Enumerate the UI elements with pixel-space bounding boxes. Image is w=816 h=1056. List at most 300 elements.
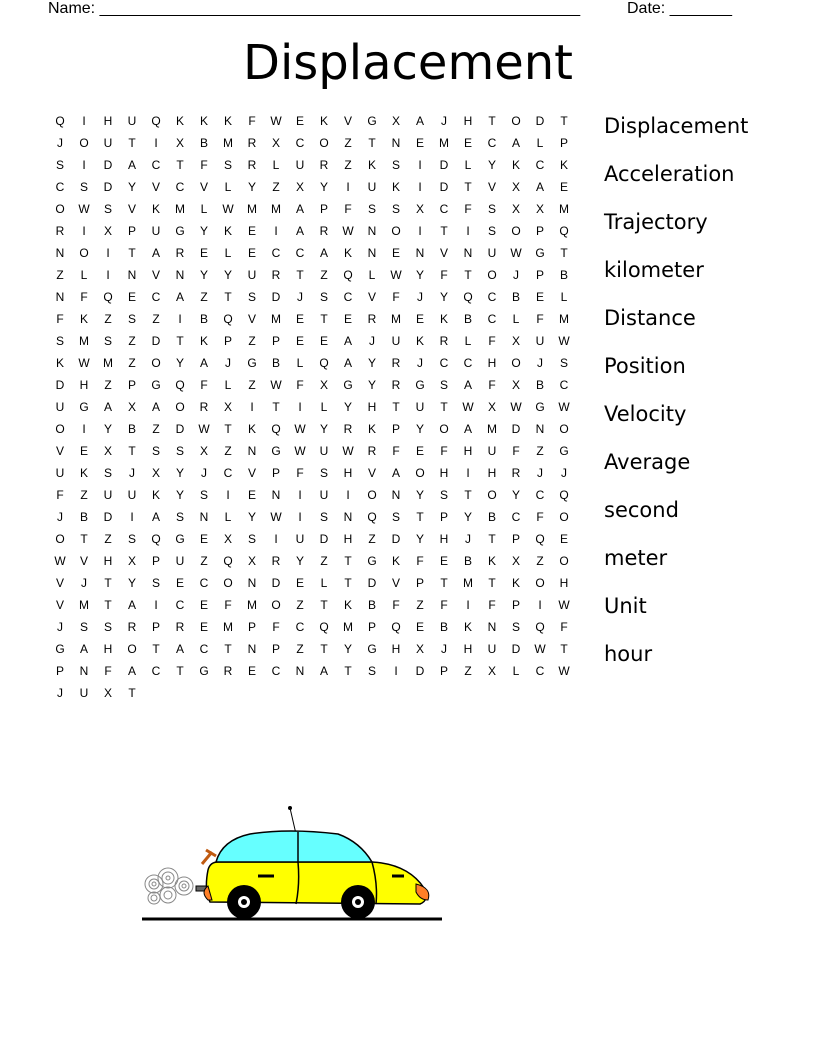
grid-letter: P bbox=[151, 554, 160, 568]
grid-letter: U bbox=[151, 224, 161, 238]
grid-letter: E bbox=[247, 224, 256, 238]
grid-letter: U bbox=[487, 642, 497, 656]
grid-letter: Y bbox=[199, 224, 208, 238]
grid-letter: M bbox=[247, 202, 257, 216]
grid-letter: S bbox=[103, 466, 112, 480]
grid-letter: V bbox=[439, 246, 448, 260]
grid-letter: O bbox=[319, 136, 329, 150]
grid-letter: F bbox=[488, 598, 496, 612]
grid-letter: F bbox=[440, 598, 448, 612]
grid-letter: X bbox=[319, 378, 328, 392]
grid-letter: O bbox=[175, 400, 185, 414]
grid-letter: L bbox=[200, 202, 208, 216]
grid-letter: X bbox=[103, 444, 112, 458]
grid-letter: Q bbox=[559, 224, 569, 238]
grid-letter: V bbox=[199, 180, 208, 194]
grid-letter: O bbox=[511, 224, 521, 238]
grid-letter: Z bbox=[296, 642, 304, 656]
grid-letter: G bbox=[535, 246, 545, 260]
grid-letter: I bbox=[178, 312, 182, 326]
grid-letter: V bbox=[391, 576, 400, 590]
grid-letter: Z bbox=[248, 334, 256, 348]
grid-letter: B bbox=[367, 598, 376, 612]
grid-letter: R bbox=[511, 466, 521, 480]
grid-letter: O bbox=[487, 488, 497, 502]
grid-letter: P bbox=[247, 620, 256, 634]
grid-letter: N bbox=[367, 246, 377, 260]
grid-letter: H bbox=[463, 114, 473, 128]
grid-letter: O bbox=[511, 114, 521, 128]
grid-letter: D bbox=[511, 422, 521, 436]
grid-letter: K bbox=[463, 620, 472, 634]
grid-letter: X bbox=[223, 532, 232, 546]
grid-letter: U bbox=[79, 686, 89, 700]
grid-letter: S bbox=[487, 224, 496, 238]
grid-letter: S bbox=[367, 202, 376, 216]
grid-letter: Q bbox=[151, 114, 161, 128]
grid-letter: V bbox=[343, 114, 352, 128]
grid-letter: T bbox=[488, 532, 496, 546]
grid-letter: N bbox=[487, 620, 497, 634]
grid-letter: K bbox=[55, 356, 64, 370]
grid-letter: P bbox=[511, 532, 520, 546]
grid-letter: L bbox=[512, 312, 520, 326]
grid-letter: N bbox=[535, 422, 545, 436]
grid-letter: I bbox=[250, 400, 254, 414]
grid-letter: Y bbox=[127, 576, 136, 590]
grid-letter: T bbox=[176, 334, 184, 348]
grid-letter: A bbox=[535, 180, 544, 194]
grid-letter: L bbox=[272, 158, 280, 172]
grid-letter: X bbox=[511, 202, 520, 216]
grid-letter: Z bbox=[368, 532, 376, 546]
grid-letter: V bbox=[487, 180, 496, 194]
grid-letter: Z bbox=[296, 598, 304, 612]
grid-letter: K bbox=[223, 224, 232, 238]
grid-letter: F bbox=[344, 202, 352, 216]
grid-letter: I bbox=[466, 224, 470, 238]
grid-letter: T bbox=[152, 642, 160, 656]
grid-letter: S bbox=[247, 532, 256, 546]
grid-letter: C bbox=[535, 158, 545, 172]
grid-letter: F bbox=[392, 444, 400, 458]
grid-letter: L bbox=[224, 246, 232, 260]
grid-letter: T bbox=[224, 422, 232, 436]
word-bank-item: Trajectory bbox=[604, 210, 708, 234]
grid-letter: Y bbox=[463, 510, 472, 524]
grid-letter: W bbox=[342, 224, 354, 238]
grid-letter: Z bbox=[464, 664, 472, 678]
grid-letter: G bbox=[343, 378, 353, 392]
grid-letter: U bbox=[103, 136, 113, 150]
grid-letter: W bbox=[342, 444, 354, 458]
grid-letter: J bbox=[417, 290, 423, 304]
grid-letter: D bbox=[391, 532, 401, 546]
grid-letter: A bbox=[463, 422, 472, 436]
grid-letter: M bbox=[343, 620, 353, 634]
word-bank-item: Unit bbox=[604, 594, 647, 618]
grid-letter: A bbox=[511, 136, 520, 150]
grid-letter: F bbox=[440, 444, 448, 458]
grid-letter: H bbox=[559, 576, 569, 590]
grid-letter: R bbox=[175, 620, 185, 634]
grid-letter: T bbox=[440, 576, 448, 590]
grid-letter: T bbox=[320, 642, 328, 656]
grid-letter: T bbox=[224, 290, 232, 304]
grid-letter: V bbox=[151, 268, 160, 282]
grid-letter: N bbox=[55, 246, 65, 260]
grid-letter: T bbox=[488, 114, 496, 128]
grid-letter: K bbox=[439, 312, 448, 326]
grid-letter: Y bbox=[415, 532, 424, 546]
grid-letter: C bbox=[463, 356, 473, 370]
grid-letter: X bbox=[487, 400, 496, 414]
grid-letter: B bbox=[511, 290, 520, 304]
grid-letter: U bbox=[487, 444, 497, 458]
grid-letter: R bbox=[319, 224, 329, 238]
grid-letter: U bbox=[175, 554, 185, 568]
grid-letter: M bbox=[487, 422, 497, 436]
grid-letter: P bbox=[439, 510, 448, 524]
grid-letter: C bbox=[175, 180, 185, 194]
car-illustration bbox=[138, 800, 448, 928]
word-bank-item: meter bbox=[604, 546, 668, 570]
grid-letter: N bbox=[55, 290, 65, 304]
grid-letter: I bbox=[274, 224, 278, 238]
grid-letter: E bbox=[79, 444, 88, 458]
grid-letter: A bbox=[295, 224, 304, 238]
grid-letter: W bbox=[510, 400, 522, 414]
grid-letter: O bbox=[223, 576, 233, 590]
grid-letter: T bbox=[560, 246, 568, 260]
grid-letter: X bbox=[535, 202, 544, 216]
grid-letter: B bbox=[463, 312, 472, 326]
grid-letter: L bbox=[224, 378, 232, 392]
grid-letter: P bbox=[319, 202, 328, 216]
grid-letter: F bbox=[80, 290, 88, 304]
grid-letter: U bbox=[295, 158, 305, 172]
grid-letter: A bbox=[127, 598, 136, 612]
grid-letter: L bbox=[224, 180, 232, 194]
grid-letter: K bbox=[223, 114, 232, 128]
grid-letter: I bbox=[298, 510, 302, 524]
grid-letter: C bbox=[295, 620, 305, 634]
grid-letter: O bbox=[55, 532, 65, 546]
grid-letter: S bbox=[319, 466, 328, 480]
grid-letter: G bbox=[559, 444, 569, 458]
grid-letter: M bbox=[103, 356, 113, 370]
grid-letter: Z bbox=[536, 444, 544, 458]
grid-letter: K bbox=[367, 422, 376, 436]
grid-letter: M bbox=[79, 334, 89, 348]
grid-letter: U bbox=[247, 268, 257, 282]
grid-letter: O bbox=[55, 422, 65, 436]
grid-letter: T bbox=[320, 598, 328, 612]
grid-letter: T bbox=[128, 136, 136, 150]
grid-letter: I bbox=[82, 422, 86, 436]
grid-letter: U bbox=[415, 400, 425, 414]
grid-letter: Z bbox=[56, 268, 64, 282]
grid-letter: W bbox=[294, 444, 306, 458]
grid-letter: E bbox=[415, 444, 424, 458]
grid-letter: W bbox=[558, 664, 570, 678]
grid-letter: H bbox=[367, 400, 377, 414]
grid-letter: D bbox=[439, 158, 449, 172]
grid-letter: E bbox=[247, 246, 256, 260]
grid-letter: S bbox=[319, 290, 328, 304]
grid-letter: W bbox=[78, 202, 90, 216]
grid-letter: Q bbox=[319, 620, 329, 634]
grid-letter: S bbox=[319, 510, 328, 524]
grid-letter: N bbox=[247, 576, 257, 590]
grid-letter: W bbox=[462, 400, 474, 414]
grid-letter: M bbox=[439, 136, 449, 150]
grid-letter: E bbox=[319, 334, 328, 348]
grid-letter: E bbox=[247, 664, 256, 678]
grid-letter: I bbox=[82, 224, 86, 238]
grid-letter: X bbox=[415, 642, 424, 656]
grid-letter: P bbox=[439, 664, 448, 678]
grid-letter: W bbox=[534, 642, 546, 656]
grid-letter: Q bbox=[535, 620, 545, 634]
grid-letter: S bbox=[79, 620, 88, 634]
grid-letter: N bbox=[295, 664, 305, 678]
grid-letter: Z bbox=[320, 268, 328, 282]
grid-letter: R bbox=[391, 356, 401, 370]
grid-letter: Z bbox=[128, 356, 136, 370]
grid-letter: H bbox=[463, 642, 473, 656]
grid-letter: G bbox=[175, 224, 185, 238]
grid-letter: S bbox=[127, 532, 136, 546]
grid-letter: S bbox=[391, 202, 400, 216]
grid-letter: S bbox=[127, 312, 136, 326]
grid-letter: K bbox=[151, 488, 160, 502]
grid-letter: G bbox=[415, 378, 425, 392]
grid-letter: A bbox=[319, 664, 328, 678]
grid-letter: P bbox=[535, 224, 544, 238]
grid-letter: C bbox=[271, 246, 281, 260]
grid-letter: F bbox=[392, 290, 400, 304]
grid-letter: F bbox=[248, 114, 256, 128]
grid-letter: J bbox=[441, 642, 447, 656]
grid-letter: T bbox=[392, 400, 400, 414]
grid-letter: H bbox=[487, 356, 497, 370]
grid-letter: E bbox=[199, 246, 208, 260]
grid-letter: U bbox=[535, 334, 545, 348]
grid-letter: K bbox=[319, 114, 328, 128]
grid-letter: E bbox=[415, 312, 424, 326]
grid-letter: R bbox=[247, 136, 257, 150]
grid-letter: R bbox=[367, 444, 377, 458]
grid-letter: A bbox=[415, 114, 424, 128]
grid-letter: K bbox=[79, 466, 88, 480]
grid-letter: Q bbox=[343, 268, 353, 282]
grid-letter: Y bbox=[415, 422, 424, 436]
grid-letter: H bbox=[343, 466, 353, 480]
grid-letter: Y bbox=[175, 488, 184, 502]
grid-letter: Y bbox=[367, 356, 376, 370]
grid-letter: F bbox=[200, 158, 208, 172]
grid-letter: F bbox=[440, 268, 448, 282]
grid-letter: Y bbox=[319, 180, 328, 194]
grid-letter: Z bbox=[272, 180, 280, 194]
grid-letter: S bbox=[79, 180, 88, 194]
grid-letter: Y bbox=[367, 378, 376, 392]
grid-letter: F bbox=[512, 444, 520, 458]
grid-letter: R bbox=[343, 422, 353, 436]
grid-letter: T bbox=[464, 180, 472, 194]
grid-letter: L bbox=[80, 268, 88, 282]
grid-letter: Y bbox=[439, 290, 448, 304]
grid-letter: X bbox=[487, 664, 496, 678]
grid-letter: K bbox=[391, 180, 400, 194]
grid-letter: E bbox=[175, 576, 184, 590]
grid-letter: L bbox=[320, 400, 328, 414]
grid-letter: Q bbox=[535, 532, 545, 546]
grid-letter: Z bbox=[80, 488, 88, 502]
grid-letter: G bbox=[367, 642, 377, 656]
grid-letter: X bbox=[511, 378, 520, 392]
word-bank-item: Displacement bbox=[604, 114, 749, 138]
word-search-grid bbox=[48, 110, 576, 704]
grid-letter: J bbox=[57, 686, 63, 700]
grid-letter: T bbox=[344, 554, 352, 568]
grid-letter: H bbox=[103, 554, 113, 568]
grid-letter: G bbox=[199, 664, 209, 678]
grid-letter: C bbox=[511, 510, 521, 524]
grid-letter: C bbox=[559, 378, 569, 392]
grid-letter: P bbox=[55, 664, 64, 678]
grid-letter: I bbox=[538, 598, 542, 612]
grid-letter: N bbox=[343, 510, 353, 524]
word-bank-item: hour bbox=[604, 642, 653, 666]
grid-letter: S bbox=[559, 356, 568, 370]
grid-letter: I bbox=[418, 224, 422, 238]
grid-letter: O bbox=[79, 246, 89, 260]
grid-letter: Y bbox=[415, 488, 424, 502]
word-bank-item: Acceleration bbox=[604, 162, 735, 186]
grid-letter: F bbox=[296, 466, 304, 480]
grid-letter: J bbox=[129, 466, 135, 480]
grid-letter: H bbox=[103, 114, 113, 128]
grid-letter: M bbox=[175, 202, 185, 216]
grid-letter: U bbox=[55, 466, 65, 480]
grid-letter: P bbox=[391, 422, 400, 436]
grid-letter: U bbox=[391, 334, 401, 348]
grid-letter: Q bbox=[223, 312, 233, 326]
grid-letter: D bbox=[439, 180, 449, 194]
grid-letter: J bbox=[561, 466, 567, 480]
grid-letter: Z bbox=[152, 312, 160, 326]
grid-letter: V bbox=[367, 466, 376, 480]
grid-letter: K bbox=[415, 334, 424, 348]
grid-letter: O bbox=[559, 422, 569, 436]
grid-letter: Y bbox=[343, 400, 352, 414]
grid-letter: Q bbox=[223, 554, 233, 568]
grid-letter: B bbox=[535, 378, 544, 392]
grid-letter: O bbox=[511, 356, 521, 370]
grid-letter: J bbox=[57, 510, 63, 524]
grid-letter: J bbox=[441, 114, 447, 128]
grid-letter: L bbox=[464, 334, 472, 348]
grid-letter: G bbox=[175, 532, 185, 546]
grid-letter: O bbox=[271, 598, 281, 612]
grid-letter: I bbox=[154, 598, 158, 612]
grid-letter: U bbox=[295, 532, 305, 546]
grid-letter: Z bbox=[104, 312, 112, 326]
grid-letter: O bbox=[439, 422, 449, 436]
grid-letter: F bbox=[488, 378, 496, 392]
grid-letter: T bbox=[224, 642, 232, 656]
grid-letter: P bbox=[535, 268, 544, 282]
grid-letter: O bbox=[55, 202, 65, 216]
grid-letter: Q bbox=[103, 290, 113, 304]
grid-letter: T bbox=[128, 686, 136, 700]
grid-letter: Y bbox=[175, 466, 184, 480]
grid-letter: I bbox=[106, 268, 110, 282]
grid-letter: S bbox=[487, 202, 496, 216]
grid-letter: M bbox=[223, 620, 233, 634]
grid-letter: S bbox=[511, 620, 520, 634]
grid-letter: V bbox=[55, 444, 64, 458]
grid-letter: N bbox=[391, 488, 401, 502]
grid-letter: I bbox=[394, 664, 398, 678]
grid-letter: O bbox=[415, 466, 425, 480]
grid-letter: L bbox=[464, 158, 472, 172]
grid-letter: T bbox=[128, 246, 136, 260]
grid-letter: E bbox=[127, 290, 136, 304]
grid-letter: B bbox=[199, 312, 208, 326]
grid-letter: I bbox=[154, 136, 158, 150]
car-antenna bbox=[290, 808, 296, 834]
grid-letter: N bbox=[247, 444, 257, 458]
grid-letter: S bbox=[55, 334, 64, 348]
grid-letter: U bbox=[319, 488, 329, 502]
grid-letter: R bbox=[199, 400, 209, 414]
grid-letter: W bbox=[558, 598, 570, 612]
grid-letter: X bbox=[511, 334, 520, 348]
grid-letter: V bbox=[247, 312, 256, 326]
grid-letter: D bbox=[175, 422, 185, 436]
grid-letter: H bbox=[343, 532, 353, 546]
grid-letter: C bbox=[535, 488, 545, 502]
grid-letter: L bbox=[296, 356, 304, 370]
grid-letter: F bbox=[392, 598, 400, 612]
grid-letter: H bbox=[439, 466, 449, 480]
grid-letter: M bbox=[247, 598, 257, 612]
grid-letter: F bbox=[104, 664, 112, 678]
grid-letter: P bbox=[271, 466, 280, 480]
grid-letter: Q bbox=[463, 290, 473, 304]
grid-letter: T bbox=[344, 576, 352, 590]
grid-letter: A bbox=[151, 246, 160, 260]
grid-letter: G bbox=[367, 554, 377, 568]
grid-letter: T bbox=[344, 664, 352, 678]
grid-letter: K bbox=[151, 202, 160, 216]
grid-letter: Q bbox=[55, 114, 65, 128]
grid-letter: H bbox=[487, 466, 497, 480]
grid-letter: O bbox=[559, 554, 569, 568]
grid-letter: J bbox=[369, 334, 375, 348]
grid-letter: Y bbox=[247, 510, 256, 524]
grid-letter: O bbox=[487, 268, 497, 282]
grid-letter: Y bbox=[415, 268, 424, 282]
grid-letter: S bbox=[223, 158, 232, 172]
grid-letter: E bbox=[559, 180, 568, 194]
grid-letter: A bbox=[151, 510, 160, 524]
grid-letter: C bbox=[175, 598, 185, 612]
grid-letter: U bbox=[487, 246, 497, 260]
